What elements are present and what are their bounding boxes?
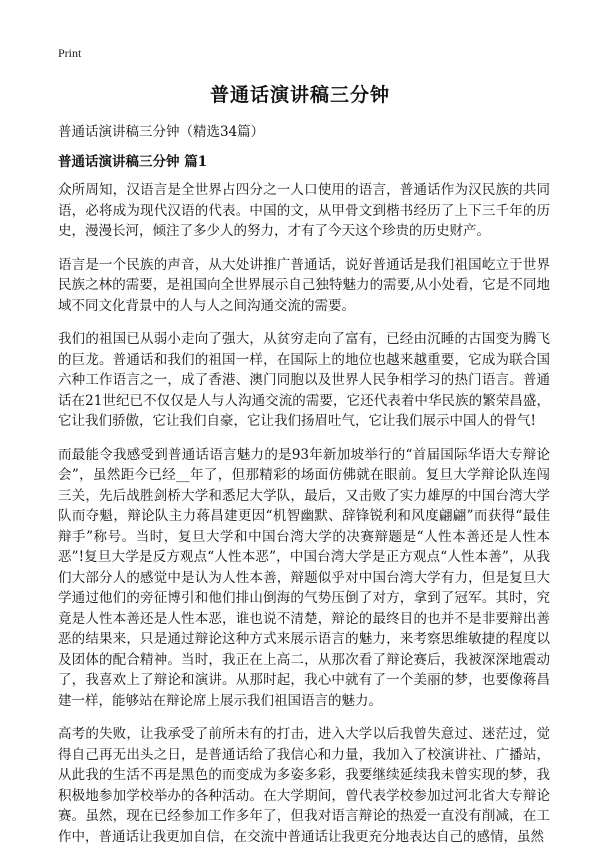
paragraph-5: 高考的失败，让我承受了前所未有的打击，进入大学以后我曾失意过、迷茫过，觉得自己再无出头之日，是普通话给了我信心和力量，我加入了校演讲社、广播站，从此我的生活不再是黑色的而变成为多姿多彩，我要继续延续我未曾实现的梦，我积极地参加学校举办的各种活动。在大学期间，曾代表学校参加过河北省大专辩论赛。虽然，现在已经参加工作多年了，但我对语言辩论的热爱一直没有削减，在工作中，普通话让我更加自信，在交流中普通话让我更充分地表达自己的感情，虽然 xyxy=(58,726,550,845)
print-link[interactable]: Print xyxy=(58,46,82,60)
document-title: 普通话演讲稿三分钟 xyxy=(209,84,390,106)
paragraph-2: 语言是一个民族的声音，从大处讲推广普通话，说好普通话是我们祖国屹立于世界民族之林的需要，是祖国向全世界展示自己独特魅力的需要,从小处看，它是不同地域不同文化背景中的人与人之间沟通交流的需要。 xyxy=(58,256,550,314)
paragraph-1: 众所周知，汉语言是全世界占四分之一人口使用的语言，普通话作为汉民族的共同语，必将成为现代汉语的代表。中国的文，从甲骨文到楷书经历了上下三千年的历史，漫漫长河，倾注了多少人的努力，才有了今天这个珍贵的历史财产。 xyxy=(58,182,550,239)
paragraph-3: 我们的祖国已从弱小走向了强大，从贫穷走向了富有，已经由沉睡的古国变为腾飞的巨龙。普通话和我们的祖国一样，在国际上的地位也越来越重要，它成为联合国六种工作语言之一，成了香港、澳门同胞以及世界人民争相学习的热门语言。普通话在21世纪已不仅仅是人与人沟通交流的需要，它还代表着中华民族的繁荣昌盛，它让我们骄傲，它让我们自豪，它让我们扬眉吐气，它让我们展示中国人的骨气! xyxy=(58,331,550,429)
paragraph-4: 而最能令我感受到普通话语言魅力的是93年新加坡举行的“首届国际华语大专辩论会”，虽然距今已经__年了，但那精彩的场面仿佛就在眼前。复旦大学辩论队连闯三关，先后战胜剑桥大学和悉尼大学队，最后，又击败了实力雄厚的中国台湾大学队而夺魁，辩论队主力蒋昌建更因“机智幽默、辞锋锐利和风度翩翩”而获得“最佳辩手”称号。当时，复旦大学和中国台湾大学的决赛辩题是“人性本善还是人性本恶”!复旦大学是反方观点“人性本恶”，中国台湾大学是正方观点“人性本善”，从我们大部分人的感觉中是认为人性本善，辩题似乎对中国台湾大学有力，但是复旦大学通过他们的旁征博引和他们排山倒海的气势压倒了对方，拿到了冠军。其时，究竟是人性本善还是人性本恶，谁也说不清楚，辩论的最终目的也并不是非要辩出善恶的结果来，只是通过辩论这种方式来展示语言的魅力，来考察思维敏捷的程度以及团体的配合精神。当时，我正在上高二，从那次看了辩论赛后，我被深深地震动了，我喜欢上了辩论和演讲。从那时起，我心中就有了一个美丽的梦，也要像蒋昌建一样，能够站在辩论席上展示我们祖国语言的魅力。 xyxy=(58,446,550,709)
section-heading: 普通话演讲稿三分钟 篇1 xyxy=(58,154,208,170)
document-body xyxy=(58,180,550,860)
document-subtitle: 普通话演讲稿三分钟（精选34篇） xyxy=(58,124,265,140)
